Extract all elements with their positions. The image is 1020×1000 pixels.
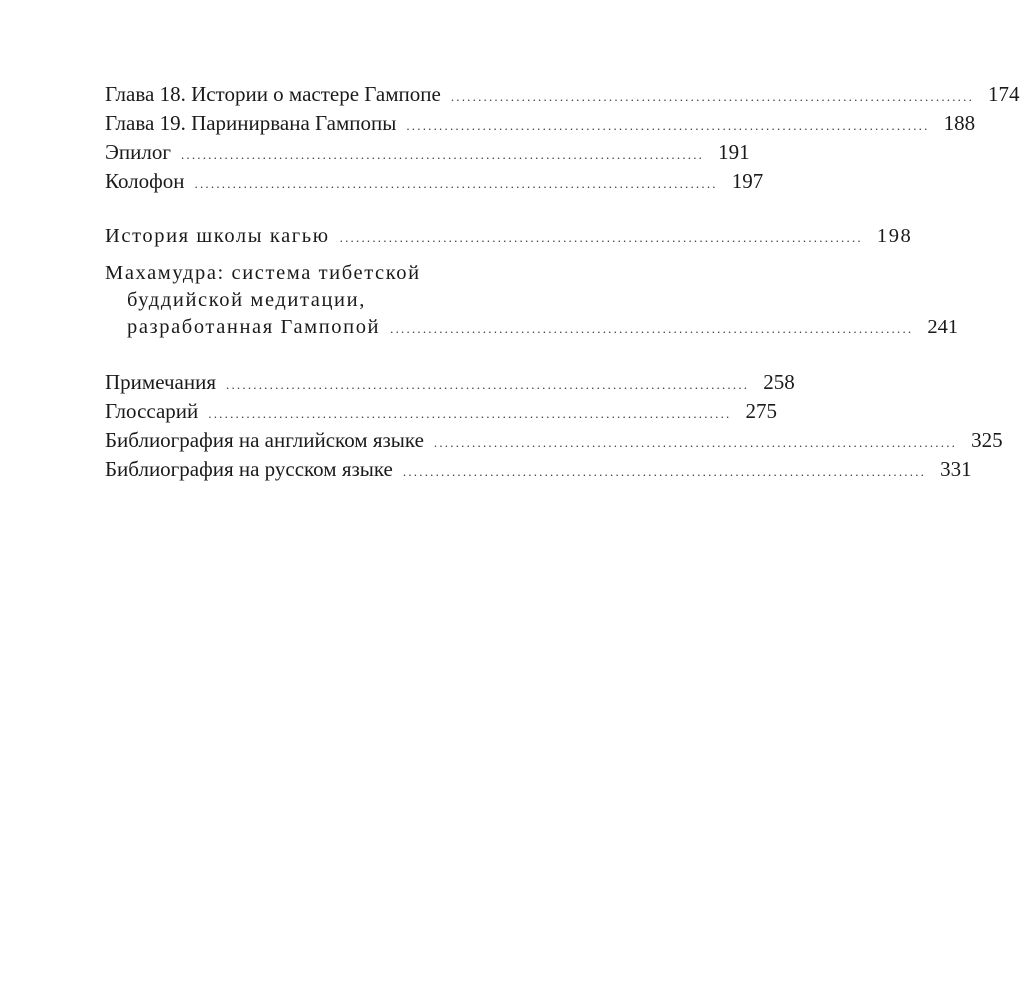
toc-entry-epilogue[interactable] xyxy=(105,138,750,169)
toc-entry-page: 241 xyxy=(927,316,959,338)
toc-entry-title: Библиография на английском языке xyxy=(105,428,424,452)
dot-leader: ................................................................................................ xyxy=(226,377,750,392)
toc-entry-page: 275 xyxy=(745,399,777,423)
toc-entry-title: Глава 18. Истории о мастере Гампопе xyxy=(105,82,441,106)
toc-entry-title-line-3: разработанная Гампопой xyxy=(127,316,381,338)
dot-leader: ................................................................................................ xyxy=(339,230,863,245)
dot-leader: ................................................................................................ xyxy=(406,118,930,133)
toc-entry-title-line-2: буддийской медитации, xyxy=(127,289,366,311)
toc-entry-title: Глоссарий xyxy=(105,399,199,423)
toc-entry-title: Примечания xyxy=(105,370,217,394)
toc-entry-page: 258 xyxy=(763,370,795,394)
toc-entry-title: История школы кагью xyxy=(105,225,330,247)
toc-entry-title-line-1: Махамудра: система тибетской xyxy=(105,262,421,284)
dot-leader: ................................................................................................ xyxy=(390,321,914,336)
toc-entry-page: 325 xyxy=(971,428,1003,452)
toc-entry-page: 188 xyxy=(943,111,976,135)
toc-entry-page: 197 xyxy=(731,169,764,193)
dot-leader: ................................................................................................ xyxy=(208,406,732,421)
toc-entry-glossary[interactable] xyxy=(105,397,777,428)
toc-entry-page: 191 xyxy=(718,140,750,164)
toc-entry-title: Глава 19. Паринирвана Гампопы xyxy=(105,111,397,135)
toc-entry-notes[interactable] xyxy=(105,368,795,399)
toc-entry-colophon[interactable] xyxy=(105,167,764,198)
toc-entry-title: Колофон xyxy=(105,169,185,193)
toc-entry-bibliography-english[interactable] xyxy=(105,426,1003,457)
dot-leader: ................................................................................................ xyxy=(180,147,705,162)
toc-entry-page: 174 xyxy=(988,82,1020,106)
toc-entry-title-line-3-row xyxy=(105,314,959,342)
toc-entry-page: 331 xyxy=(940,457,972,481)
toc-entry-bibliography-russian[interactable] xyxy=(105,455,972,486)
toc-entry-title: Эпилог xyxy=(105,140,171,164)
dot-leader: ................................................................................................ xyxy=(402,464,927,479)
toc-entry-title: Библиография на русском языке xyxy=(105,457,393,481)
toc-entry-kagyu-history[interactable] xyxy=(105,222,913,252)
toc-entry-chapter-19[interactable] xyxy=(105,109,976,140)
toc-entry-mahamudra[interactable] xyxy=(105,260,959,342)
toc-entry-page: 198 xyxy=(876,225,913,247)
dot-leader: ................................................................................................ xyxy=(433,435,958,450)
toc-entry-chapter-18[interactable] xyxy=(105,80,1020,111)
dot-leader: ................................................................................................ xyxy=(194,176,718,191)
dot-leader: ................................................................................................ xyxy=(450,89,975,104)
